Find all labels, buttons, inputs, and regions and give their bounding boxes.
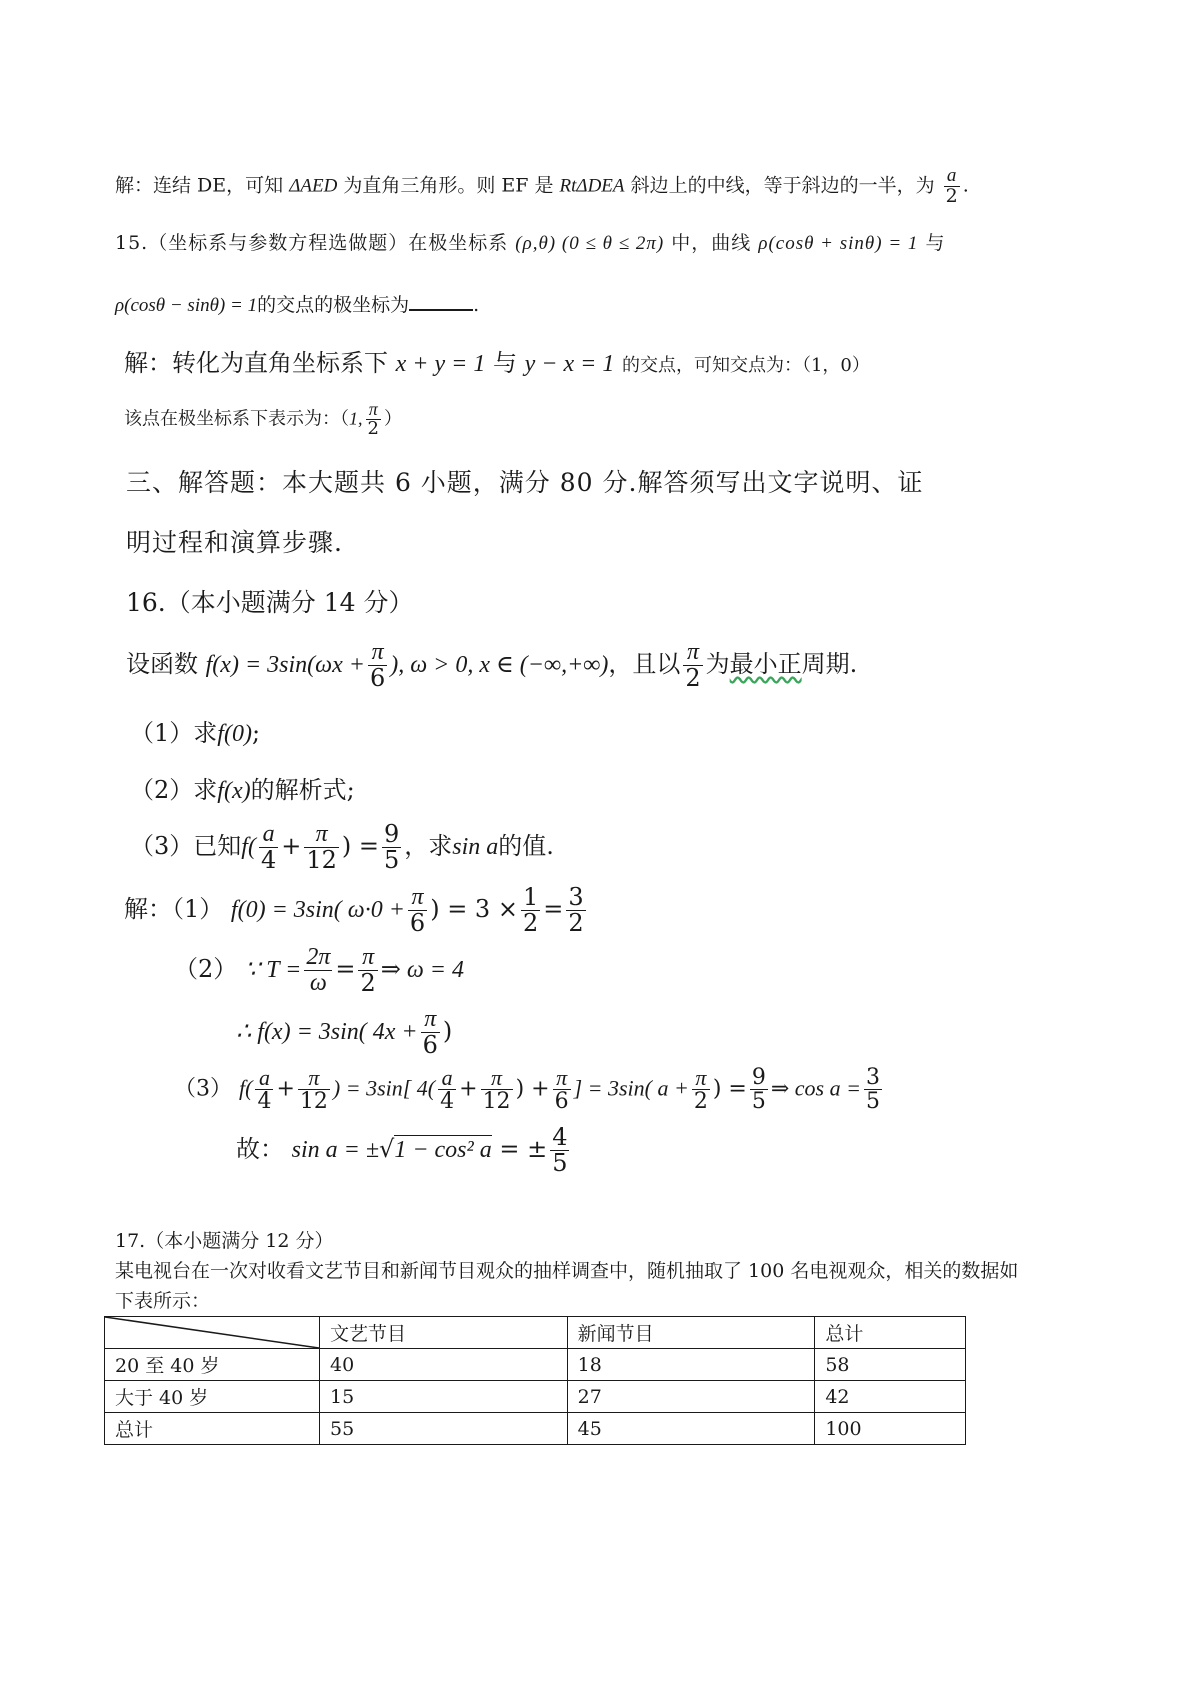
q17-data-table <box>104 1316 966 1445</box>
q14-fraction: $\frac{a}{2}$ <box>945 165 958 207</box>
q15-question-line2: ρ(cosθ − sinθ) = 1的交点的极坐标为 . <box>115 290 479 317</box>
table-corner-cell <box>105 1317 320 1349</box>
section3-heading-line2: 明过程和演算步骤. <box>126 528 343 557</box>
table-cell: 20 至 40 岁 <box>105 1349 320 1381</box>
table-cell: 45 <box>567 1413 815 1445</box>
table-row <box>105 1381 966 1413</box>
q15-question-line1: 15.（坐标系与参数方程选做题）在极坐标系 (ρ,θ) (0 ≤ θ ≤ 2π) 中，曲线 ρ(cosθ + sinθ) = 1 与 <box>115 232 946 254</box>
q17-title: 17.（本小题满分 12 分） <box>115 1230 334 1252</box>
q15-curve1: ρ(cosθ + sinθ) = 1 <box>758 233 919 254</box>
q16-solution-step4: 故： sin a = ±√1 − cos² a = ± $\frac{4}{5}$ <box>236 1123 568 1178</box>
table-cell: 大于 40 岁 <box>105 1381 320 1413</box>
q16-part3: （3）已知f( $\frac{a}{4}$ + $\frac{\pi}{12}$ ) = $\frac{9}{5}$ ，求sin a的值. <box>130 820 554 875</box>
q16-solution-step2b: ∴ f(x) = 3sin( 4x + $\frac{\pi}{6}$ ) <box>236 1006 453 1060</box>
table-row <box>105 1349 966 1381</box>
section3-heading-line1: 三、解答题：本大题共 6 小题，满分 80 分.解答须写出文字说明、证 <box>126 468 924 497</box>
table-cell: 40 <box>320 1349 568 1381</box>
q14-rt-triangle: RtΔDEA <box>559 175 625 197</box>
table-header-cell: 文艺节目 <box>320 1317 568 1349</box>
q16-solution-step2: （2） ∵ T = $\frac{2\pi}{\omega}$ = $\frac{\pi}{2}$ ⇒ ω = 4 <box>174 944 464 998</box>
q17-text-line2: 下表所示： <box>115 1290 211 1312</box>
table-header-cell: 总计 <box>815 1317 966 1349</box>
q16-part1: （1）求f(0); <box>130 719 261 747</box>
table-cell: 27 <box>567 1381 815 1413</box>
q16-solution-step1: 解：（1） f(0) = 3sin( ω·0 + $\frac{\pi}{6}$ ) = 3 × $\frac{1}{2}$ = $\frac{3}{2}$ <box>124 883 584 938</box>
table-cell: 42 <box>815 1381 966 1413</box>
q16-solution-step3: （3） f( $\frac{a}{4}$ + $\frac{\pi}{12}$ ) = 3sin[ 4( $\frac{a}{4}$ + $\frac{\pi}{12}$ ) + $\frac{\pi}{6}$ ] = 3sin( a + $\frac{\pi}{2}$ ) = $\frac{9}{5}$ ⇒ cos a = $\frac{3}{5}$ <box>174 1065 880 1115</box>
table-cell: 15 <box>320 1381 568 1413</box>
q15-pi-over-2: $\frac{\pi}{2}$ <box>367 399 379 439</box>
answer-blank <box>409 291 473 311</box>
q14-text-prefix: 解：连结 DE，可知 <box>115 174 284 197</box>
sqrt-sign: √ <box>379 1135 395 1164</box>
q16-intro: 设函数 f(x) = 3sin(ωx + $\frac{\pi}{6}$ ), ω > 0, x ∈ (−∞,+∞)，且以 $\frac{\pi}{2}$ 为最小正周期. <box>126 639 858 693</box>
table-cell: 100 <box>815 1413 966 1445</box>
q15-solution-line2: 该点在极坐标系下表示为：（1, $\frac{\pi}{2}$ ） <box>124 399 402 439</box>
table-row <box>105 1413 966 1445</box>
table-cell: 55 <box>320 1413 568 1445</box>
q16-title: 16.（本小题满分 14 分） <box>126 588 414 617</box>
diagonal-line <box>105 1317 319 1348</box>
q15-range: (ρ,θ) (0 ≤ θ ≤ 2π) <box>515 233 665 254</box>
q14-solution-line: 解：连结 DE，可知 ΔAED 为直角三角形。则 EF 是 RtΔDEA 斜边上的中线，等于斜边的一半，为 $\frac{a}{2}$ . <box>115 165 969 207</box>
q15-curve2: ρ(cosθ − sinθ) = 1 <box>115 295 258 316</box>
table-cell: 18 <box>567 1349 815 1381</box>
q17-text-line1: 某电视台在一次对收看文艺节目和新闻节目观众的抽样调查中，随机抽取了 100 名电视观众，相关的数据如 <box>115 1260 1019 1282</box>
q16-wavy-underline-text: 最小正 <box>729 650 802 679</box>
q14-text-mid: 为直角三角形。则 EF 是 <box>343 174 554 197</box>
table-header-cell: 新闻节目 <box>567 1317 815 1349</box>
table-cell: 总计 <box>105 1413 320 1445</box>
q16-part2: （2）求f(x)的解析式; <box>130 776 355 804</box>
table-header-row <box>105 1317 966 1349</box>
q14-text-suffix: 斜边上的中线，等于斜边的一半，为 <box>630 174 935 197</box>
table-cell: 58 <box>815 1349 966 1381</box>
q14-triangle-aed: ΔAED <box>289 175 338 197</box>
q15-solution-line1: 解：转化为直角坐标系下 x + y = 1 与 y − x = 1 的交点，可知交点为：（1，0） <box>124 349 870 377</box>
